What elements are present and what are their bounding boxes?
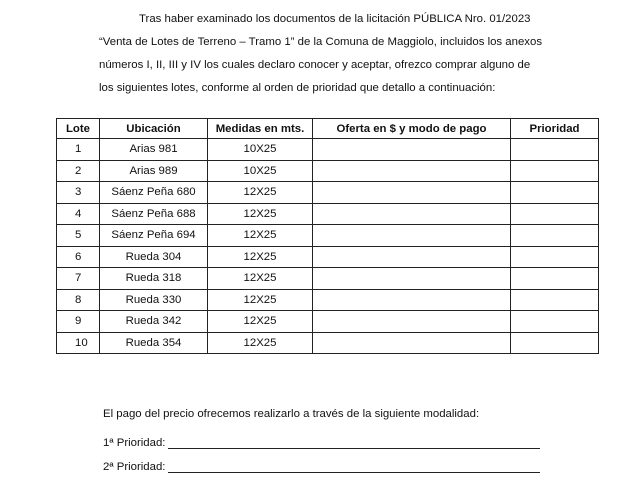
cell-prioridad[interactable] (511, 332, 599, 354)
cell-medidas: 12X25 (208, 246, 313, 268)
cell-lote: 10 (57, 332, 100, 354)
cell-oferta[interactable] (313, 139, 511, 161)
cell-lote: 8 (57, 289, 100, 311)
cell-lote: 9 (57, 311, 100, 333)
priority-2-line (103, 461, 540, 473)
cell-medidas: 12X25 (208, 289, 313, 311)
cell-ubicacion: Sáenz Peña 680 (100, 182, 208, 204)
table-row (57, 289, 599, 311)
cell-ubicacion: Arias 981 (100, 139, 208, 161)
cell-lote: 6 (57, 246, 100, 268)
header-oferta: Oferta en $ y modo de pago (313, 119, 511, 139)
priority-1-line (103, 437, 540, 449)
cell-medidas: 10X25 (208, 160, 313, 182)
cell-ubicacion: Rueda 354 (100, 332, 208, 354)
priority-1-label: 1ª Prioridad: (103, 437, 166, 449)
table-row (57, 246, 599, 268)
header-medidas: Medidas en mts. (208, 119, 313, 139)
intro-paragraph (99, 8, 549, 100)
header-lote: Lote (57, 119, 100, 139)
cell-prioridad[interactable] (511, 182, 599, 204)
priority-2-label: 2ª Prioridad: (103, 461, 166, 473)
cell-ubicacion: Rueda 330 (100, 289, 208, 311)
table-row (57, 203, 599, 225)
intro-line: “Venta de Lotes de Terreno – Tramo 1” de la Comuna de Maggiolo, incluidos los anexos (99, 36, 543, 48)
table-row (57, 225, 599, 247)
table-row (57, 332, 599, 354)
header-prioridad: Prioridad (511, 119, 599, 139)
cell-oferta[interactable] (313, 225, 511, 247)
cell-lote: 3 (57, 182, 100, 204)
cell-ubicacion: Sáenz Peña 688 (100, 203, 208, 225)
priority-1-field[interactable] (168, 437, 540, 449)
cell-medidas: 12X25 (208, 182, 313, 204)
cell-ubicacion: Arias 989 (100, 160, 208, 182)
cell-oferta[interactable] (313, 160, 511, 182)
cell-medidas: 12X25 (208, 225, 313, 247)
cell-oferta[interactable] (313, 289, 511, 311)
header-ubicacion: Ubicación (100, 119, 208, 139)
cell-prioridad[interactable] (511, 268, 599, 290)
cell-ubicacion: Sáenz Peña 694 (100, 225, 208, 247)
table-row (57, 311, 599, 333)
cell-lote: 2 (57, 160, 100, 182)
cell-ubicacion: Rueda 304 (100, 246, 208, 268)
cell-medidas: 12X25 (208, 268, 313, 290)
intro-line: Tras haber examinado los documentos de la licitación PÚBLICA Nro. 01/2023 (139, 13, 531, 25)
cell-medidas: 12X25 (208, 311, 313, 333)
priority-2-field[interactable] (168, 461, 540, 473)
cell-lote: 5 (57, 225, 100, 247)
lots-table (56, 118, 599, 354)
cell-ubicacion: Rueda 318 (100, 268, 208, 290)
cell-medidas: 12X25 (208, 203, 313, 225)
payment-intro: El pago del precio ofrecemos realizarlo a través de la siguiente modalidad: (103, 408, 480, 420)
cell-prioridad[interactable] (511, 225, 599, 247)
cell-prioridad[interactable] (511, 203, 599, 225)
cell-oferta[interactable] (313, 246, 511, 268)
cell-prioridad[interactable] (511, 139, 599, 161)
cell-ubicacion: Rueda 342 (100, 311, 208, 333)
cell-prioridad[interactable] (511, 311, 599, 333)
table-header-row (57, 119, 599, 139)
cell-oferta[interactable] (313, 182, 511, 204)
cell-medidas: 10X25 (208, 139, 313, 161)
cell-lote: 4 (57, 203, 100, 225)
table-row (57, 182, 599, 204)
cell-medidas: 12X25 (208, 332, 313, 354)
cell-oferta[interactable] (313, 268, 511, 290)
table-row (57, 160, 599, 182)
cell-oferta[interactable] (313, 203, 511, 225)
cell-lote: 7 (57, 268, 100, 290)
cell-lote: 1 (57, 139, 100, 161)
cell-prioridad[interactable] (511, 289, 599, 311)
table-row (57, 139, 599, 161)
table-row (57, 268, 599, 290)
cell-prioridad[interactable] (511, 246, 599, 268)
cell-oferta[interactable] (313, 311, 511, 333)
intro-line: los siguientes lotes, conforme al orden de prioridad que detallo a continuación: (99, 82, 496, 94)
cell-prioridad[interactable] (511, 160, 599, 182)
intro-line: números I, II, III y IV los cuales declaro conocer y aceptar, ofrezco comprar alguno de (99, 59, 531, 71)
cell-oferta[interactable] (313, 332, 511, 354)
